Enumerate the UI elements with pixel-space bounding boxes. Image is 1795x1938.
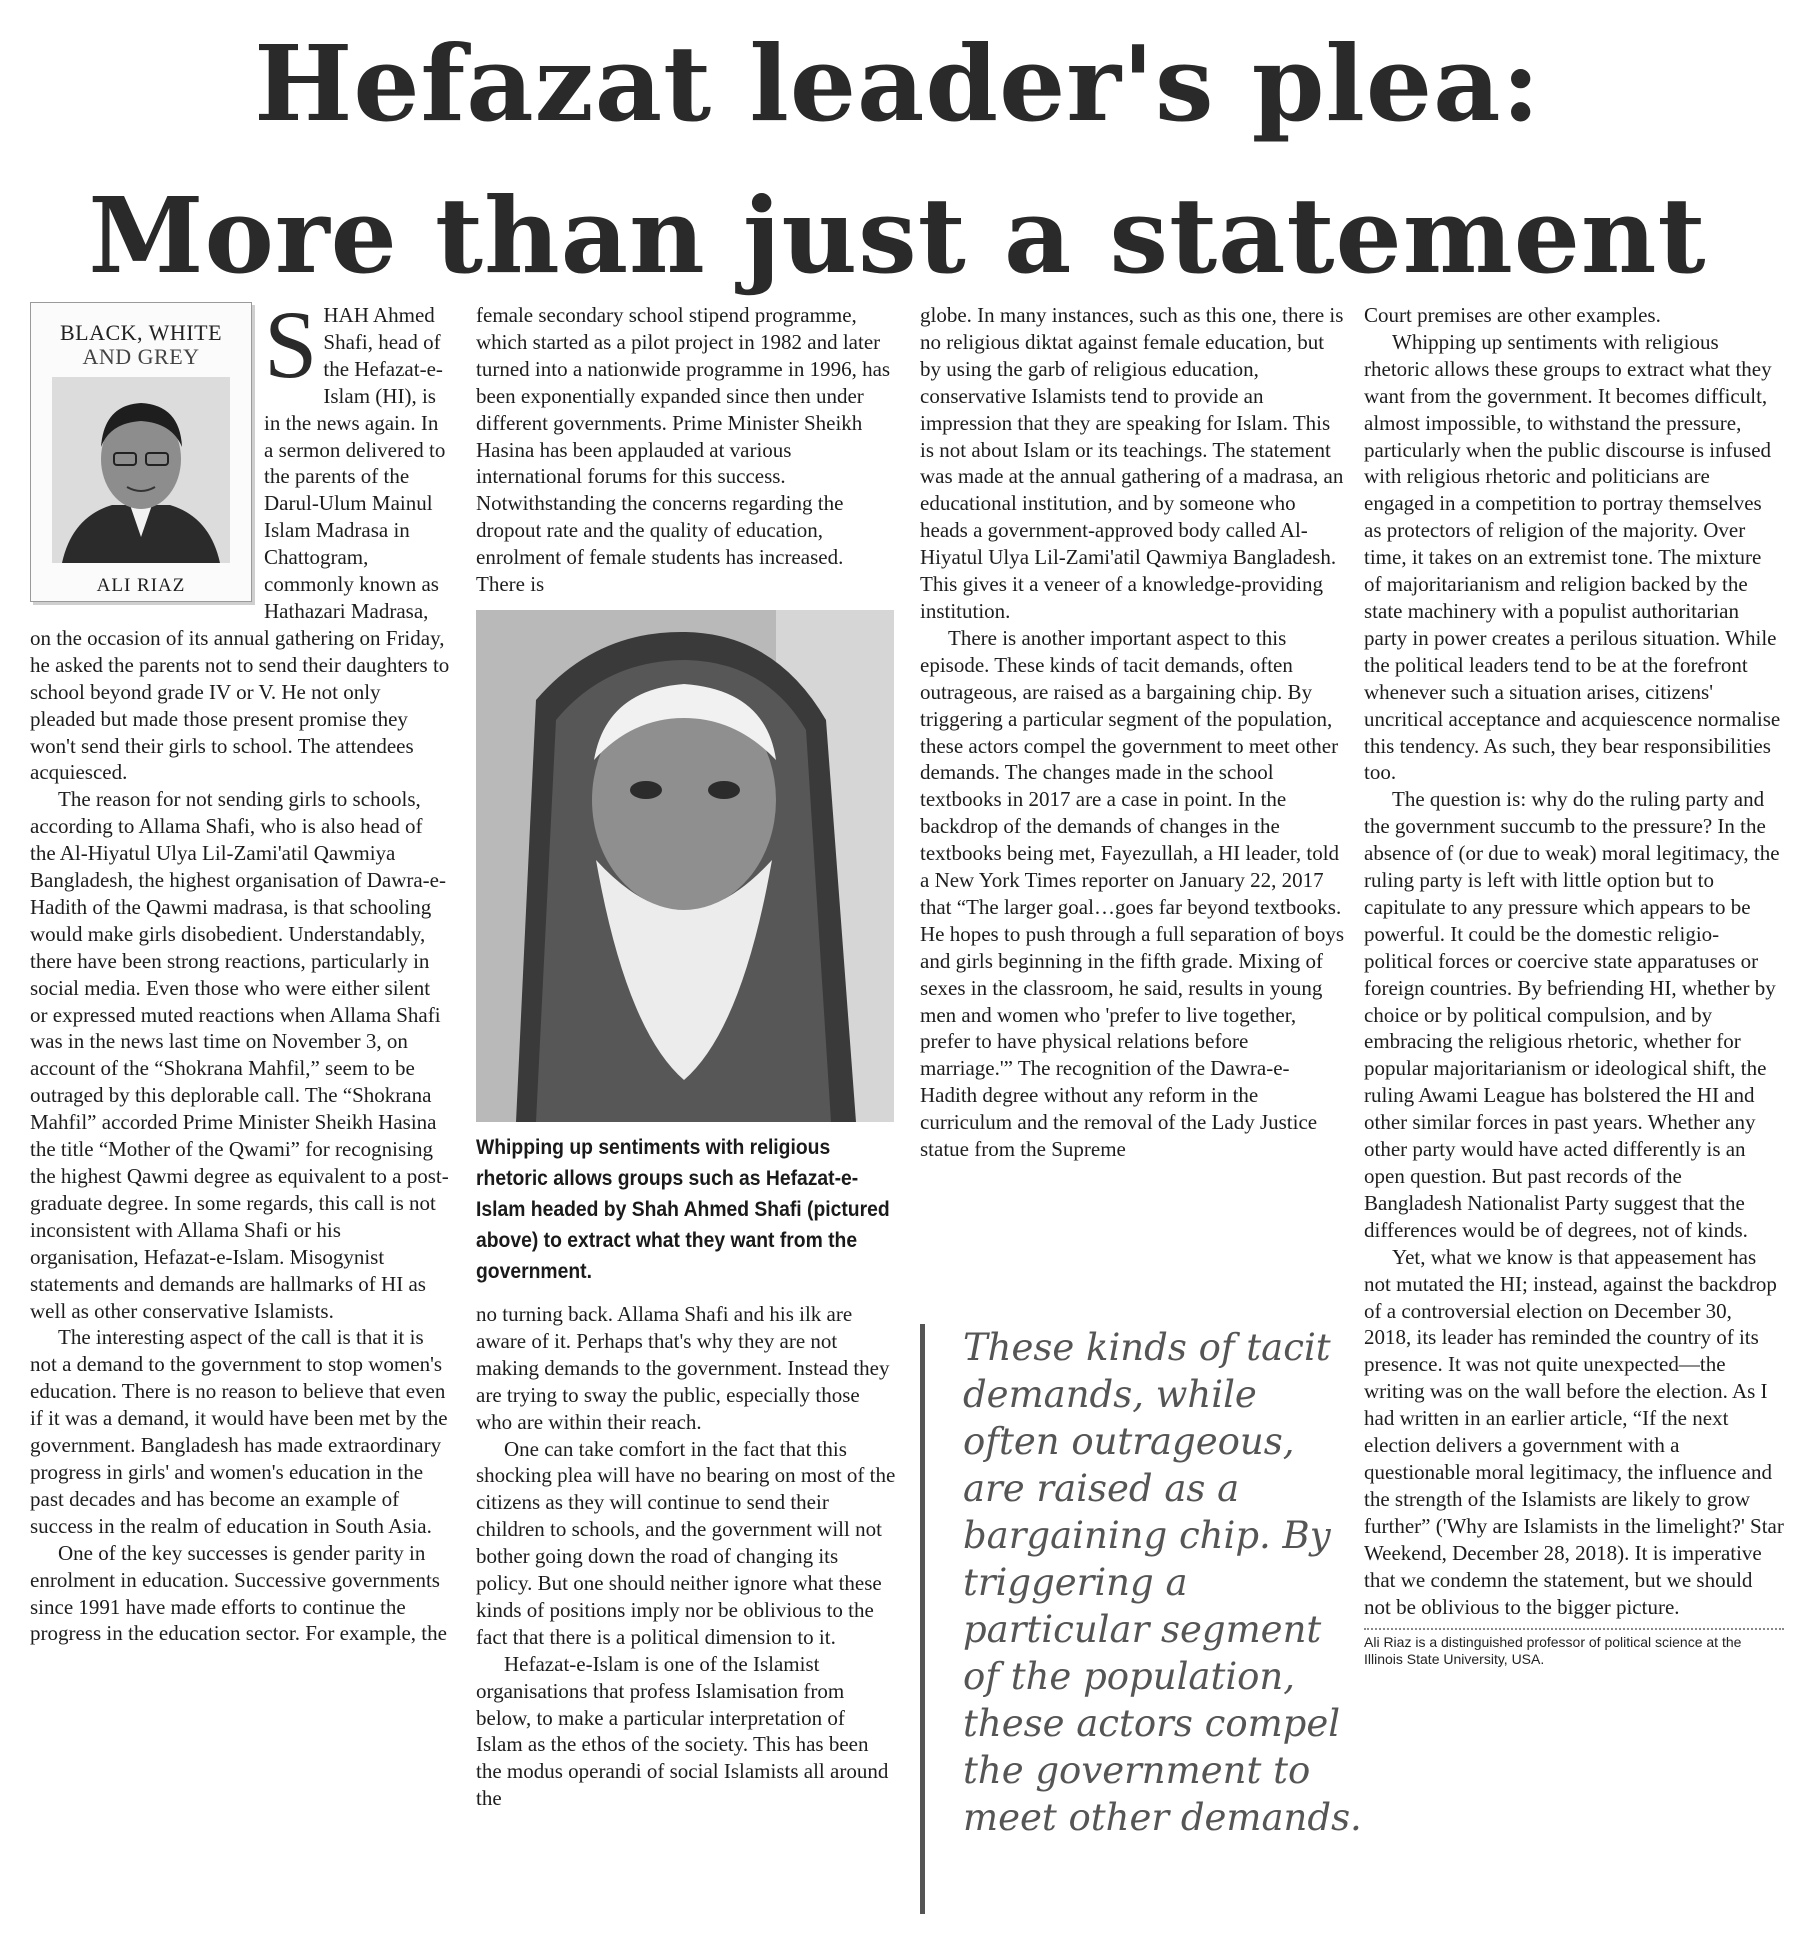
article-paragraph: One can take comfort in the fact that this shocking plea will have no bearing on most of the citizens as they will continue to send their children to schools, and the government will not bother going down the road of changing its policy. But one should neither ignore what these kinds of positions imply nor be oblivious to the fact that there is a political dimension to it.: [476, 1436, 896, 1649]
drop-cap: S: [264, 291, 318, 398]
headline: [0, 8, 1795, 312]
article-paragraph: The reason for not sending girls to schools, according to Allama Shafi, who is also head of the Al-Hiyatul Ulya Lil-Zami'atil Qawmiya Bangladesh, the highest organisation of Dawra-e-Hadith of the Qawmi madrasa, is that schooling would make girls disobedient. Understandably, there have been strong reactions, particularly in social media. Even those who were either silent or expressed muted reactions when Allama Shafi was in the news last time on November 3, on account of the “Shokrana Mahfil,” seem to be outraged by this deplorable call. The “Shokrana Mahfil” accorded Prime Minister Sheikh Hasina the title “Mother of the Qwami” for recognising the highest Qawmi degree as equivalent to a post-graduate degree. In some regards, this call is not inconsistent with Allama Shafi or his organisation, Hefazat-e-Islam. Misogynist statements and demands are hallmarks of HI as well as other conservative Islamists.: [30, 787, 449, 1323]
photo-caption: Whipping up sentiments with religious rhetoric allows groups such as Hefazat-e-Islam headed by Shah Ahmed Shafi (pictured above) to extract what they want from the government.: [476, 1135, 890, 1283]
article-paragraph-continued: globe. In many instances, such as this one, there is no religious diktat against female education, but by using the garb of religious education, conservative Islamists tend to provide an impression that they are speaking for Islam. This is not about Islam or its teachings. The statement was made at the annual gathering of a madrasa, an educational institution, and by someone who heads a government-approved body called Al-Hiyatul Ulya Lil-Zami'atil Qawmiya Bangladesh. This gives it a veneer of a knowledge-providing institution.: [920, 303, 1344, 623]
article-paragraph: Yet, what we know is that appeasement has not mutated the HI; instead, against the backdrop of a controversial election on December 30, 2018, its leader has reminded the country of its presence. It was not quite unexpected—the writing was on the wall before the election. As I had written in an earlier article, “If the next election delivers a government with a questionable moral legitimacy, the influence and the strength of the Islamists are likely to grow further” ('Why are Islamists in the limelight?' Star Weekend, December 28, 2018). It is imperative that we condemn the statement, but we should not be oblivious to the bigger picture.: [1364, 1244, 1784, 1619]
pull-quote: These kinds of tacit demands, while often outrageous, are raised as a bargaining chip. By triggering a particular segment of the population, these actors compel the government to meet other demands.: [920, 1324, 1363, 1914]
article-paragraph-continued: Court premises are other examples.: [1364, 303, 1661, 327]
author-note: Ali Riaz is a distinguished professor of political science at the Illinois State University, USA.: [1364, 1634, 1742, 1668]
footnote-divider: [1364, 1628, 1784, 1668]
article-column-1: [30, 291, 450, 1647]
article-paragraph: There is another important aspect to this episode. These kinds of tacit demands, often outrageous, are raised as a bargaining chip. By triggering a particular segment of the population, these actors compel the government to meet other demands. The changes made in the school textbooks in 2017 are a case in point. In the backdrop of the demands of changes in the textbooks being met, Fayezullah, a HI leader, told a New York Times reporter on January 22, 2017 that “The larger goal…goes far beyond textbooks. He hopes to push through a full separation of boys and girls beginning in the fifth grade. Mixing of sexes in the classroom, he said, results in young men and women who 'prefer to live together, prefer to have physical relations before marriage.'” The recognition of the Dawra-e-Hadith degree without any reform in the curriculum and the removal of the Lady Justice statue from the Supreme: [920, 625, 1345, 1162]
article-paragraph: The interesting aspect of the call is that it is not a demand to the government to stop women's education. There is no reason to believe that even if it was a demand, it would have been met by the government. Bangladesh has made extraordinary progress in girls' and women's education in the past decades and has become an example of success in the realm of education in South Asia.: [30, 1325, 448, 1538]
shah-ahmed-shafi-photo: [476, 610, 894, 1122]
article-paragraph: Whipping up sentiments with religious rhetoric allows these groups to extract what they want from the government. It becomes difficult, almost impossible, to withstand the pressure, particularly when the public discourse is infused with religious rhetoric and politicians are engaged in a competition to portray themselves as protectors of religion of the majority. Over time, it takes on an extremist tone. The mixture of majoritarianism and religion backed by the state machinery with a populist authoritarian party in power creates a perilous situation. While the political leaders tend to be at the forefront whenever such a situation arises, citizens' uncritical acceptance and acquiescence normalise this tendency. As such, they bear responsibilities too.: [1364, 329, 1781, 785]
column-label-sub: AND GREY: [82, 344, 200, 369]
article-paragraph-continued: no turning back. Allama Shafi and his ilk are aware of it. Perhaps that's why they are not making demands to the government. Instead they are trying to sway the public, especially those who are within their reach.: [476, 1301, 890, 1434]
author-name: ALI RIAZ: [96, 575, 186, 596]
article-paragraph-continued: female secondary school stipend programme, which started as a pilot project in 1982 and later turned into a nationwide programme in 1996, has been exponentially expanded since then under different governments. Prime Minister Sheikh Hasina has been applauded at various international forums for this success. Notwithstanding the concerns regarding the dropout rate and the quality of education, enrolment of female students has increased. There is: [476, 303, 891, 597]
article-column-4: [1364, 302, 1784, 1668]
article-paragraph: One of the key successes is gender parity in enrolment in education. Successive governments since 1991 have made efforts to continue the progress in the education sector. For example, the: [30, 1540, 447, 1646]
article-column-2: [476, 302, 896, 1812]
headline-line-2: More than just a statement: [88, 174, 1707, 297]
article-paragraph: The question is: why do the ruling party and the government succumb to the pressure? In the absence of (or due to weak) moral legitimacy, the ruling party is left with little option but to capitulate to any pressure which appears to be powerful. It could be the domestic religio-political forces or coercive state apparatuses or foreign countries. By befriending HI, whether by choice or by political compulsion, and by embracing the religious rhetoric, whether for popular majoritarianism or ideological shift, the ruling Awami League has bolstered the HI and other similar forces in past years. Whether any other party would have acted differently is an open question. But past records of the Bangladesh Nationalist Party suggest that the differences would be of degrees, not of kinds.: [1364, 787, 1780, 1242]
headline-line-1: Hefazat leader's plea:: [254, 22, 1541, 145]
columnist-box: [30, 302, 252, 602]
article-paragraph: Hefazat-e-Islam is one of the Islamist organisations that profess Islamisation from below, to make a particular interpretation of Islam as the ethos of the society. This has been the modus operandi of social Islamists all around the: [476, 1651, 889, 1811]
article-lead-paragraph: HAH Ahmed Shafi, head of the Hefazat-e-Islam (HI), is in the news again. In a sermon delivered to the parents of the Darul-Ulum Mainul Islam Madrasa in Chattogram, commonly known as Hathazari Madrasa, on the occasion of its annual gathering on Friday, he asked the parents not to send their daughters to school beyond grade IV or V. He not only pleaded but made those present promise they won't send their girls to school. The attendees acquiesced.: [30, 303, 450, 785]
column-label: BLACK, WHITE: [59, 320, 223, 345]
article-column-3: [920, 302, 1346, 1163]
author-portrait: [52, 377, 230, 563]
